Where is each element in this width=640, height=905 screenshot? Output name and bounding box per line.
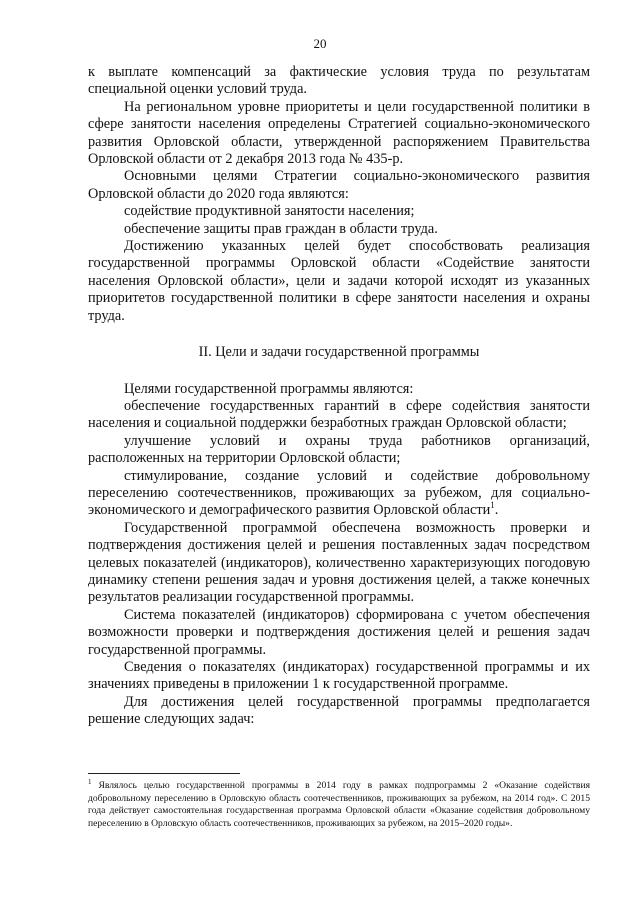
list-item: содействие продуктивной занятости населения; (124, 203, 415, 220)
paragraph: На региональном уровне приоритеты и цели государственной политики в сфере занятости населения определены Стратегией социально-экономического развития Орловской области, утвержденной распоряжением Правительства Орловской области от 2 декабря 2013 года № 435-р. (88, 98, 590, 168)
list-item: обеспечение государственных гарантий в сфере содействия занятости населения и социальной поддержки безработных граждан Орловской области; (88, 397, 590, 432)
list-item: улучшение условий и охраны труда работников организаций, расположенных на территории Орловской области; (88, 432, 590, 467)
paragraph: Государственной программой обеспечена возможность проверки и подтверждения достижения целей и решения поставленных задач посредством целевых показателей (индикаторов), количественно характеризующих погодовую динамику степени решения задач и уровня достижения целей, а также конечных результатов реализации государственной программы. (88, 519, 590, 606)
paragraph: Сведения о показателях (индикаторах) государственной программы и их значениях приведены в приложении 1 к государственной программе. (88, 659, 590, 693)
footnote-mark: 1 (88, 777, 92, 786)
section-heading: II. Цели и задачи государственной программы (198, 344, 480, 361)
list-item: обеспечение защиты прав граждан в области труда. (124, 220, 438, 237)
footnote (88, 777, 590, 830)
paragraph: Достижению указанных целей будет способствовать реализация государственной программы Орловской области «Содействие занятости населения Орловской области», цели и задачи которой исходят из указанных приоритетов государственной политики в сфере занятости населения и охраны труда. (88, 238, 590, 324)
list-item-text: стимулирование, создание условий и содействие добровольному переселению соотечественников, проживающих за рубежом, для социально-экономического и демографического развития Орловской области (88, 467, 590, 519)
footnote-separator (88, 773, 240, 774)
paragraph: к выплате компенсаций за фактические условия труда по результатам специальной оценки условий труда. (88, 64, 590, 98)
paragraph: Для достижения целей государственной программы предполагается решение следующих задач: (88, 693, 590, 728)
paragraph: Целями государственной программы являются: (124, 380, 414, 397)
paragraph: Основными целями Стратегии социально-экономического развития Орловской области до 2020 года являются: (88, 168, 590, 202)
body-text (88, 64, 590, 729)
footnote-text: Являлось целью государственной программы в 2014 году в рамках подпрограммы 2 «Оказание содействия добровольному переселению в Орловскую область соотечественников, проживающих за рубежом, на 2014 год». С 2015 года действует самостоятельная государственная программа Орловской области «Оказание содействия добровольному переселению в Орловскую область соотечественников, проживающих за рубежом, на 2015–2020 годы». (88, 780, 590, 829)
list-item: стимулирование, создание условий и содействие добровольному переселению соотечественников, проживающих за рубежом, для социально-экономического и демографического развития Орловской области$^1$. (88, 467, 590, 519)
paragraph: Система показателей (индикаторов) сформирована с учетом обеспечения возможности проверки и подтверждения достижения целей и решения задач государственной программы. (88, 606, 590, 658)
footnote-reference[interactable]: 1 (490, 500, 495, 511)
page-number: 20 (313, 36, 327, 51)
